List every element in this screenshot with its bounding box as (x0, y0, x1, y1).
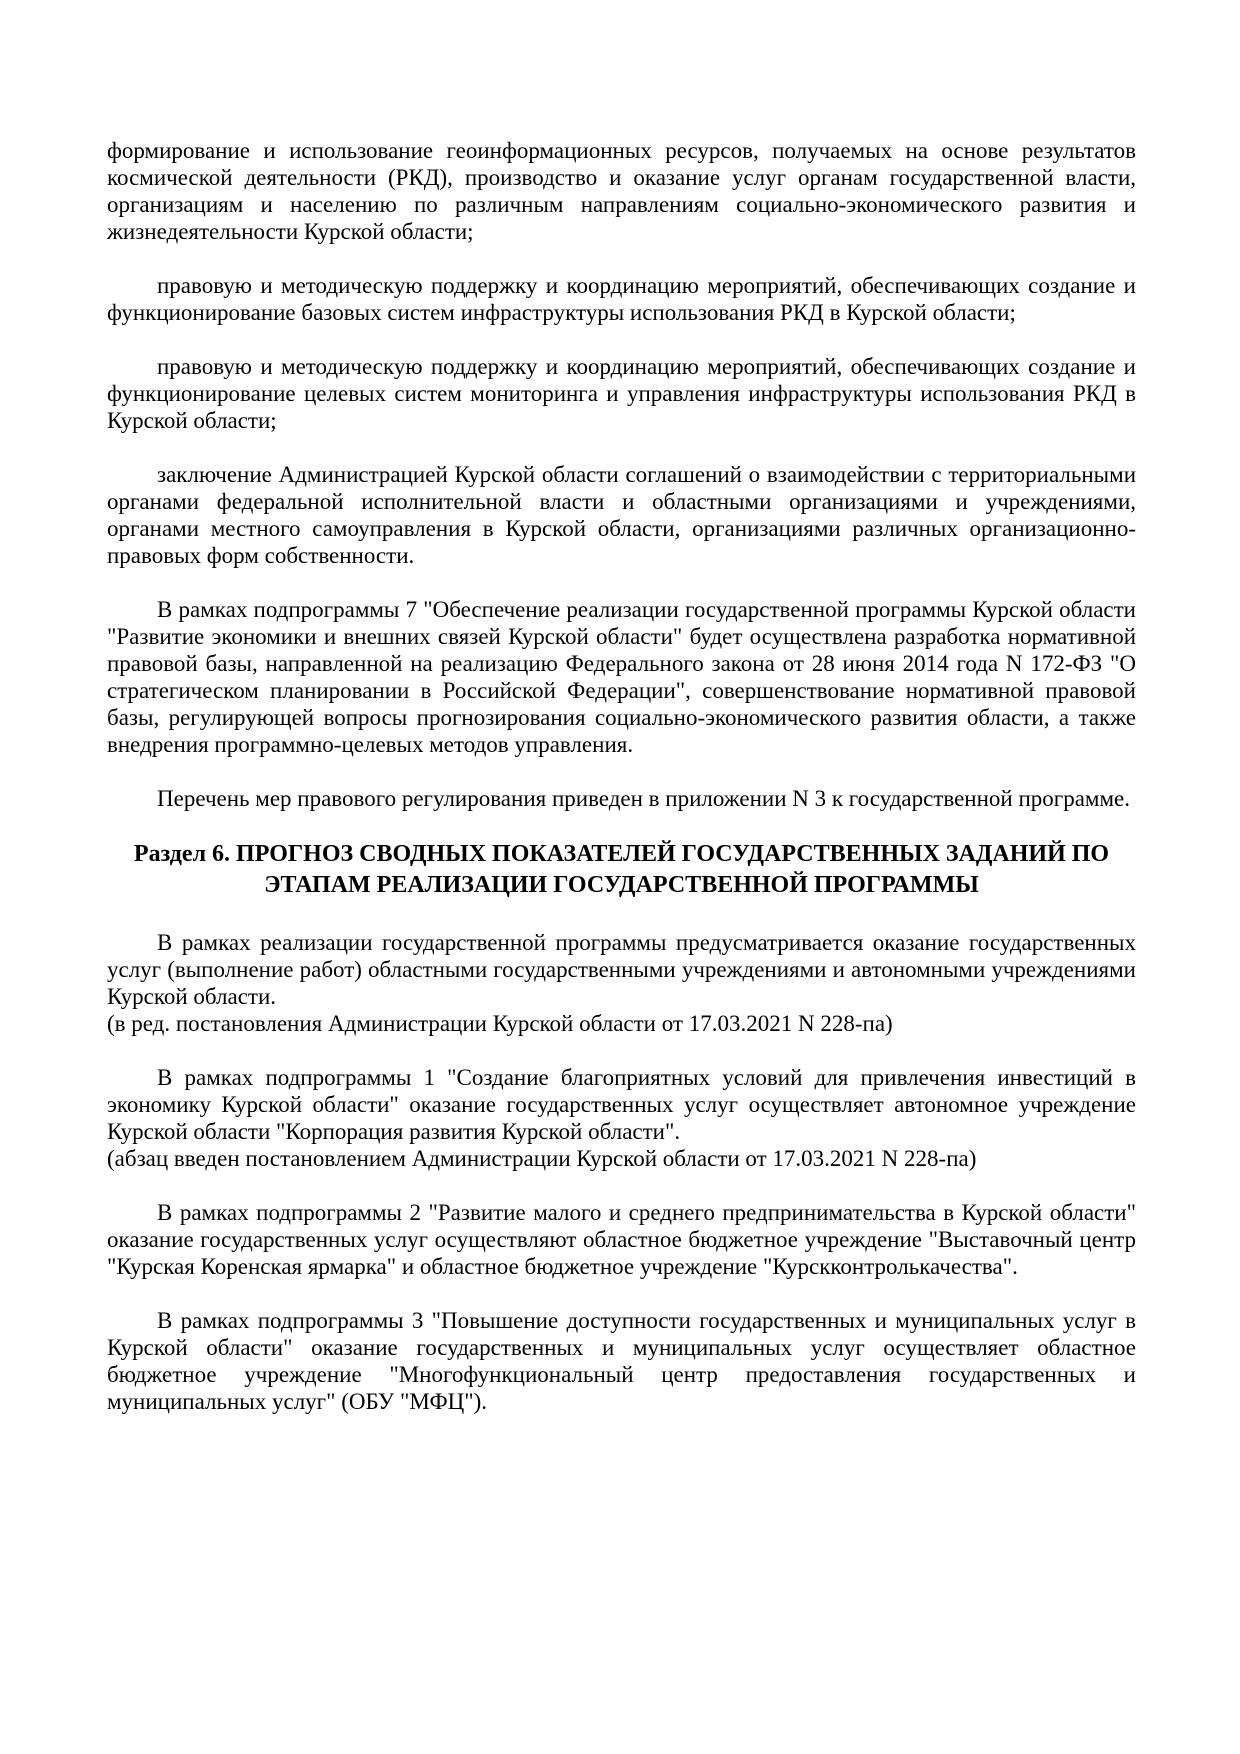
document-body (107, 137, 1136, 1415)
paragraph: правовую и методическую поддержку и координацию мероприятий, обеспечивающих создание и функционирование целевых систем мониторинга и управления инфраструктуры использования РКД в Курской области; (107, 354, 1136, 433)
section-heading: Раздел 6. ПРОГНОЗ СВОДНЫХ ПОКАЗАТЕЛЕЙ ГОСУДАРСТВЕННЫХ ЗАДАНИЙ ПО ЭТАПАМ РЕАЛИЗАЦИИ ГОСУДАРСТВЕННОЙ ПРОГРАММЫ (133, 841, 1110, 898)
paragraph: В рамках подпрограммы 2 "Развитие малого и среднего предпринимательства в Курской области" оказание государственных услуг осуществляют областное бюджетное учреждение "Выставочный центр "Курская Коренская ярмарка" и областное бюджетное учреждение "Курскконтролькачества". (107, 1200, 1136, 1279)
amendment-note: (в ред. постановления Администрации Курской области от 17.03.2021 N 228-па) (107, 1011, 893, 1036)
paragraph: заключение Администрацией Курской области соглашений о взаимодействии с территориальными органами федеральной исполнительной власти и областными организациями и учреждениями, органами местного самоуправления в Курской области, организациями различных организационно-правовых форм собственности. (107, 462, 1136, 568)
paragraph: Перечень мер правового регулирования приведен в приложении N 3 к государственной программе. (157, 786, 1130, 811)
paragraph: В рамках подпрограммы 7 "Обеспечение реализации государственной программы Курской области "Развитие экономики и внешних связей Курской области" будет осуществлена разработка нормативной правовой базы, направленной на реализацию Федерального закона от 28 июня 2014 года N 172-ФЗ "О стратегическом планировании в Российской Федерации", совершенствование нормативной правовой базы, регулирующей вопросы прогнозирования социально-экономического развития области, а также внедрения программно-целевых методов управления. (107, 597, 1136, 757)
paragraph: В рамках подпрограммы 3 "Повышение доступности государственных и муниципальных услуг в Курской области" оказание государственных и муниципальных услуг осуществляет областное бюджетное учреждение "Многофункциональный центр предоставления государственных и муниципальных услуг" (ОБУ "МФЦ"). (107, 1308, 1136, 1414)
paragraph: формирование и использование геоинформационных ресурсов, получаемых на основе результатов космической деятельности (РКД), производство и оказание услуг органам государственной власти, организациям и населению по различным направлениям социально-экономического развития и жизнедеятельности Курской области; (107, 138, 1136, 244)
paragraph: правовую и методическую поддержку и координацию мероприятий, обеспечивающих создание и функционирование базовых систем инфраструктуры использования РКД в Курской области; (107, 273, 1136, 325)
paragraph: В рамках подпрограммы 1 "Создание благоприятных условий для привлечения инвестиций в экономику Курской области" оказание государственных услуг осуществляет автономное учреждение Курской области "Корпорация развития Курской области". (107, 1065, 1136, 1144)
amendment-note: (абзац введен постановлением Администрации Курской области от 17.03.2021 N 228-па) (107, 1146, 977, 1171)
paragraph: В рамках реализации государственной программы предусматривается оказание государственных услуг (выполнение работ) областными государственными учреждениями и автономными учреждениями Курской области. (107, 930, 1136, 1009)
